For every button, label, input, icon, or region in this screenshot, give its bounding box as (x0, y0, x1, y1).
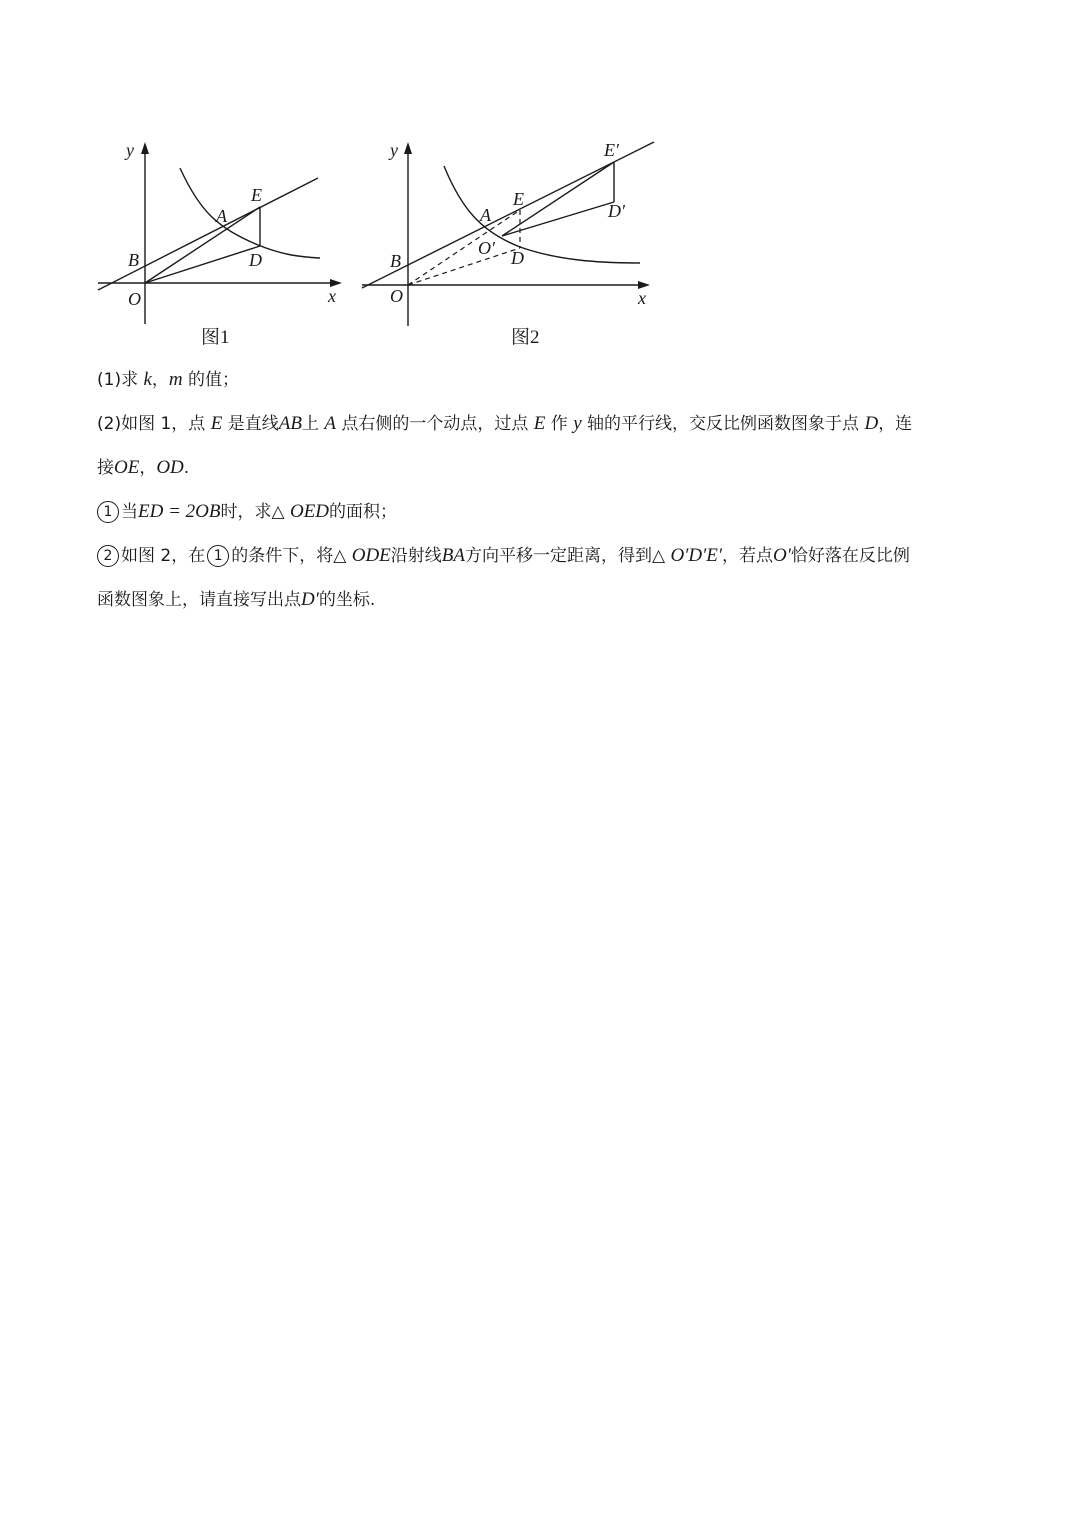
part2-text: 上 (301, 414, 325, 434)
sub1-text: 的面积； (329, 502, 398, 522)
label-o-prime: O′ (478, 238, 495, 258)
label-b: B (128, 250, 139, 270)
part1-sep: ， (151, 370, 169, 390)
var-e: E (533, 413, 546, 434)
sub1-text: 时，求△ (220, 502, 290, 522)
sub2-text: 方向平移一定距离，得到△ (465, 546, 671, 566)
part1-prefix: (1)求 (97, 370, 144, 390)
circled-number-1-icon: 1 (207, 545, 229, 567)
question-sub-2-line-2 (97, 578, 987, 622)
label-x: x (638, 288, 646, 308)
segment-oe-dashed (408, 210, 520, 285)
var-ba: BA (441, 545, 465, 566)
var-e: E (210, 413, 223, 434)
part2-text: ， (139, 458, 157, 478)
figure-1 (88, 130, 348, 330)
figure-2-diagram (352, 130, 662, 330)
var-oe: OE (114, 457, 140, 478)
figure-2 (352, 130, 662, 330)
figure-1-diagram (88, 130, 348, 330)
figure-2-caption: 图2 (511, 327, 540, 348)
label-b: B (390, 251, 401, 271)
label-o: O (128, 289, 141, 309)
label-e: E (251, 185, 262, 205)
sub2-text: 的条件下，将△ (231, 546, 352, 566)
question-sub-2-line-1 (97, 534, 987, 578)
var-a: A (324, 413, 336, 434)
figure-1-caption: 图1 (201, 327, 230, 348)
sub2-text: ，若点 (722, 546, 774, 566)
var-oed: OED (289, 501, 330, 522)
label-d: D (249, 250, 262, 270)
part2-text: 轴的平行线，交反比例函数图象于点 (581, 414, 865, 434)
circled-number-1-icon: 1 (97, 501, 119, 523)
var-od: OD (156, 457, 184, 478)
part2-text: (2)如图 1，点 (97, 414, 211, 434)
segment-od (145, 246, 260, 283)
label-d-prime: D′ (608, 201, 625, 221)
var-d-prime: D′ (301, 589, 319, 610)
sub2-text: 恰好落在反比例 (790, 546, 910, 566)
part1-suffix: 的值； (182, 370, 240, 390)
var-y: y (573, 413, 582, 434)
label-d: D (511, 248, 524, 268)
var-o-d-e-prime: O′D′E′ (670, 545, 723, 566)
y-axis-arrow-icon (141, 142, 149, 154)
line-ab (98, 178, 318, 290)
sub1-text: 当 (121, 502, 138, 522)
sub2-text: 沿射线 (390, 546, 442, 566)
label-a: A (216, 206, 227, 226)
sub2-text: 如图 2，在 (121, 546, 206, 566)
question-part-1 (97, 358, 987, 402)
question-part-2-line-2 (97, 446, 987, 490)
var-o-prime: O′ (773, 545, 791, 566)
part2-text: 点右侧的一个动点，过点 (335, 414, 534, 434)
sub2-text: 的坐标. (318, 590, 376, 610)
var-ab: AB (278, 413, 302, 434)
label-x: x (328, 286, 336, 306)
label-y: y (390, 140, 398, 160)
var-d: D (864, 413, 879, 434)
question-sub-1 (97, 490, 987, 534)
label-e: E (513, 189, 524, 209)
part2-text: 是直线 (222, 414, 279, 434)
question-part-2-line-1 (97, 402, 987, 446)
part2-text: ，连 (878, 414, 913, 434)
var-k: k (143, 369, 152, 390)
part2-text: 接 (97, 458, 114, 478)
expr-ed-2ob: ED = 2OB (138, 501, 221, 522)
label-a: A (480, 205, 491, 225)
var-ode: ODE (351, 545, 391, 566)
segment-oe (145, 207, 260, 283)
sub2-text: 函数图象上，请直接写出点 (97, 590, 301, 610)
label-e-prime: E′ (604, 140, 619, 160)
part2-text: 作 (545, 414, 574, 434)
label-y: y (126, 140, 134, 160)
part2-text: . (183, 458, 190, 478)
segment-od-dashed (408, 248, 520, 285)
var-m: m (168, 369, 183, 390)
y-axis-arrow-icon (404, 142, 412, 154)
label-o: O (390, 286, 403, 306)
circled-number-2-icon: 2 (97, 545, 119, 567)
